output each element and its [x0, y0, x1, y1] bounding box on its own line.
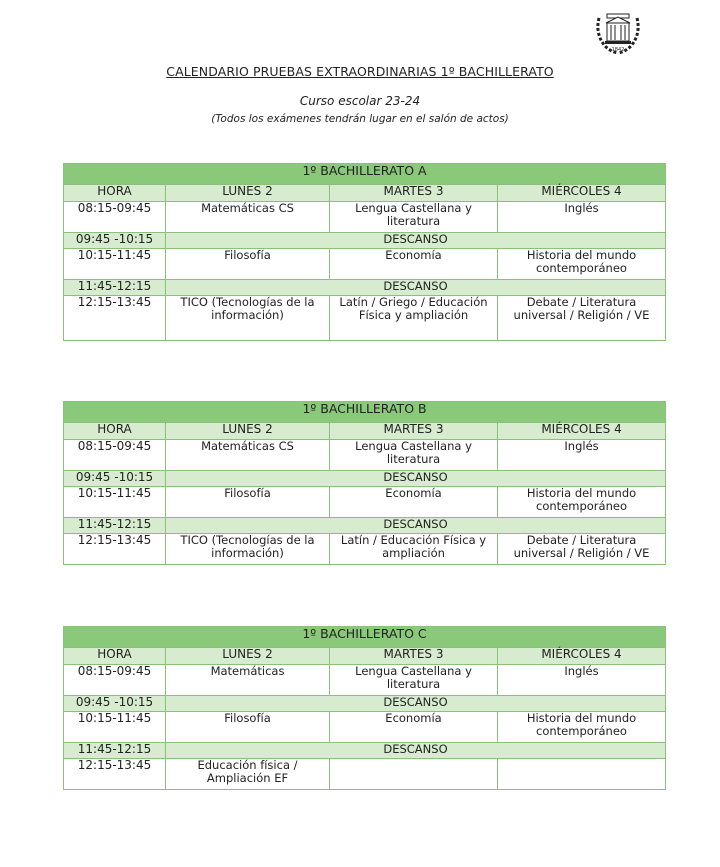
break-label: DESCANSO [166, 696, 666, 712]
exam-cell: Historia del mundo contemporáneo [498, 487, 666, 518]
time-cell: 09:45 -10:15 [64, 696, 166, 712]
table-row [64, 759, 666, 790]
school-year: Curso escolar 23-24 [299, 94, 421, 108]
exam-cell: TICO (Tecnologías de la información) [166, 534, 330, 565]
schedule-table-a [63, 163, 666, 341]
exam-cell: Latín / Educación Física y ampliación [330, 534, 498, 565]
column-header-martes: MARTES 3 [330, 648, 498, 665]
time-cell: 08:15-09:45 [64, 665, 166, 696]
exam-cell: Filosofía [166, 712, 330, 743]
time-cell: 11:45-12:15 [64, 280, 166, 296]
column-header-hora: HORA [64, 423, 166, 440]
break-label: DESCANSO [166, 743, 666, 759]
break-row [64, 518, 666, 534]
column-header-miercoles: MIÉRCOLES 4 [498, 423, 666, 440]
time-cell: 10:15-11:45 [64, 487, 166, 518]
exam-cell: Matemáticas CS [166, 440, 330, 471]
exam-cell: Lengua Castellana y literatura [330, 440, 498, 471]
location-note: (Todos los exámenes tendrán lugar en el salón de actos) [211, 113, 509, 125]
column-header-lunes: LUNES 2 [166, 185, 330, 202]
time-cell: 10:15-11:45 [64, 712, 166, 743]
column-header-martes: MARTES 3 [330, 185, 498, 202]
exam-cell [498, 759, 666, 790]
column-header-martes: MARTES 3 [330, 423, 498, 440]
exam-cell [330, 759, 498, 790]
table-row [64, 296, 666, 341]
schedule-table-c [63, 626, 666, 790]
table-row [64, 440, 666, 471]
time-cell: 12:15-13:45 [64, 296, 166, 341]
break-label: DESCANSO [166, 280, 666, 296]
column-header-hora: HORA [64, 648, 166, 665]
exam-cell: Filosofía [166, 249, 330, 280]
table-row [64, 249, 666, 280]
exam-cell: Inglés [498, 665, 666, 696]
exam-cell: Matemáticas CS [166, 202, 330, 233]
break-label: DESCANSO [166, 518, 666, 534]
table-row [64, 534, 666, 565]
break-row [64, 471, 666, 487]
time-cell: 12:15-13:45 [64, 534, 166, 565]
column-header-miercoles: MIÉRCOLES 4 [498, 648, 666, 665]
exam-cell: TICO (Tecnologías de la información) [166, 296, 330, 341]
table-row [64, 487, 666, 518]
column-header-lunes: LUNES 2 [166, 423, 330, 440]
exam-cell: Latín / Griego / Educación Física y ampliación [330, 296, 498, 341]
exam-cell: Matemáticas [166, 665, 330, 696]
time-cell: 10:15-11:45 [64, 249, 166, 280]
group-title: 1º BACHILLERATO B [64, 402, 666, 423]
column-header-lunes: LUNES 2 [166, 648, 330, 665]
school-crest-icon [593, 6, 643, 56]
exam-cell: Lengua Castellana y literatura [330, 665, 498, 696]
exam-cell: Economía [330, 487, 498, 518]
time-cell: 08:15-09:45 [64, 440, 166, 471]
exam-cell: Educación física / Ampliación EF [166, 759, 330, 790]
time-cell: 12:15-13:45 [64, 759, 166, 790]
group-title: 1º BACHILLERATO C [64, 627, 666, 648]
exam-cell: Debate / Literatura universal / Religión / VE [498, 534, 666, 565]
break-row [64, 233, 666, 249]
exam-cell: Economía [330, 249, 498, 280]
svg-text:1842: 1842 [611, 47, 625, 53]
time-cell: 11:45-12:15 [64, 518, 166, 534]
exam-cell: Economía [330, 712, 498, 743]
break-label: DESCANSO [166, 471, 666, 487]
time-cell: 11:45-12:15 [64, 743, 166, 759]
exam-cell: Historia del mundo contemporáneo [498, 249, 666, 280]
time-cell: 09:45 -10:15 [64, 471, 166, 487]
schedule-table-b [63, 401, 666, 565]
break-label: DESCANSO [166, 233, 666, 249]
exam-cell: Filosofía [166, 487, 330, 518]
time-cell: 09:45 -10:15 [64, 233, 166, 249]
exam-cell: Lengua Castellana y literatura [330, 202, 498, 233]
exam-cell: Debate / Literatura universal / Religión / VE [498, 296, 666, 341]
table-row [64, 665, 666, 696]
table-row [64, 712, 666, 743]
group-title: 1º BACHILLERATO A [64, 164, 666, 185]
column-header-miercoles: MIÉRCOLES 4 [498, 185, 666, 202]
exam-cell: Inglés [498, 440, 666, 471]
exam-cell: Historia del mundo contemporáneo [498, 712, 666, 743]
break-row [64, 743, 666, 759]
break-row [64, 696, 666, 712]
column-header-hora: HORA [64, 185, 166, 202]
page-title: CALENDARIO PRUEBAS EXTRAORDINARIAS 1º BACHILLERATO [166, 64, 554, 79]
break-row [64, 280, 666, 296]
exam-cell: Inglés [498, 202, 666, 233]
time-cell: 08:15-09:45 [64, 202, 166, 233]
table-row [64, 202, 666, 233]
